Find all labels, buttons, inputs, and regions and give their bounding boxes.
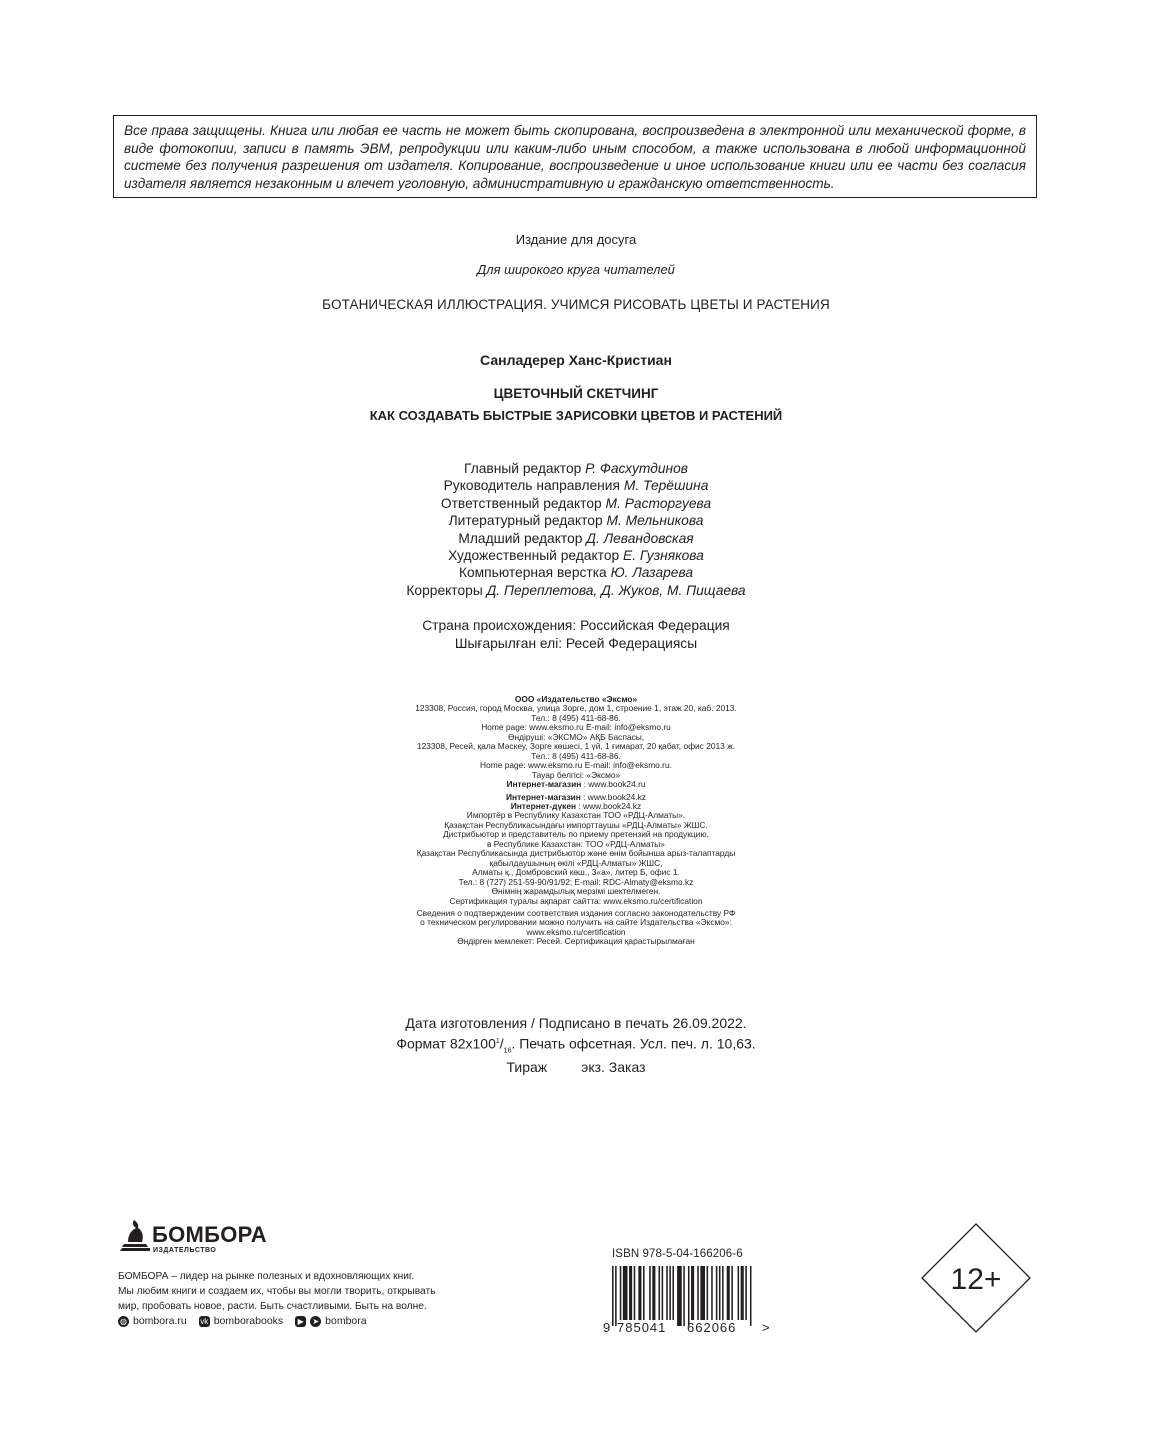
copyright-text: Все права защищены. Книга или любая ее часть не может быть скопирована, воспроизведена в электронной или механической форме, в виде фотокопии, записи в память ЭВМ, репродукции или каким-либо иным способом, а также использована в любой информационной системе без получения разрешения от издателя. Копирование, воспроизведение и иное использование книги или ее части без согласия издателя является незаконным и влечет уголовную, административную и гражданскую ответственность. [124,123,1026,191]
imprint-line: Тел.: 8 (495) 411-68-86. [531,712,621,723]
credit-line: Литературный редактор М. Мельникова [448,513,704,529]
book-subtitle: КАК СОЗДАВАТЬ БЫСТРЫЕ ЗАРИСОВКИ ЦВЕТОВ И РАСТЕНИЙ [369,408,783,423]
edition-type: Издание для досуга [515,232,637,247]
credits-list [0,460,1152,599]
publisher-name: ООО «Издательство «Эксмо» [514,694,638,704]
online-shop-kz: Интернет-магазин : www.book24.kz [506,791,646,802]
isbn: ISBN 978-5-04-166206-6 [612,1248,743,1260]
publisher-about [118,1269,488,1314]
author: Санладерер Ханс-Кристиан [480,352,672,368]
social-links [118,1315,367,1327]
origin-kz: Шығарылған елі: Ресей Федерациясы [454,636,698,651]
imprint-line: Home page: www.eksmo.ru E-mail: info@eksmo.ru [481,722,671,733]
globe-icon: ◍ [118,1316,129,1327]
country-of-origin [0,617,1152,653]
imprint-line: Тел.: 8 (727) 251-59-90/91/92; E-mail: RDC-Almaty@eksmo.kz [458,876,694,887]
barcode-right-digits: 662066 [687,1320,737,1335]
imprint-line: Сведения о подтверждении соответствия издания согласно законодательству РФ [416,907,736,918]
barcode-left-digits: 785041 [617,1320,667,1335]
imprint-line: Home page: www.eksmo.ru E-mail: info@eksmo.ru. [480,760,672,771]
credit-line: Главный редактор Р. Фасхутдинов [464,461,688,476]
print-format: Формат $82х100^1/_{16}$. Печать офсетная. Усл. печ. л. 10,63. [396,1035,756,1054]
book-title: ЦВЕТОЧНЫЙ СКЕТЧИНГ [493,386,659,401]
imprint-line: Тауар белгісі: «Эксмо» [531,769,621,780]
imprint-line: Өндіруші: «ЭКСМО» АҚБ Баспасы, [507,731,645,742]
social-site[interactable]: ◍ bombora.ru [120,1315,187,1327]
imprint-line: Өнімнің жарамдылық мерзімі шектелмеген. [491,886,661,897]
credit-line: Художественный редактор Е. Гузнякова [448,548,704,564]
publisher-imprint [0,695,1152,947]
series-title: БОТАНИЧЕСКАЯ ИЛЛЮСТРАЦИЯ. УЧИМСЯ РИСОВАТЬ ЦВЕТЫ И РАСТЕНИЯ [322,297,830,312]
about-line: мир, пробовать новое, расти. Быть счастливыми. Быть на волне. [118,1301,427,1312]
about-line: Мы любим книги и создаем их, чтобы вы могли творить, открывать [118,1286,436,1297]
online-shop-kz-kaz: Интернет-дүкен : www.book24.kz [510,800,642,811]
credit-line: Младший редактор Д. Левандовская [458,530,694,546]
print-run: Тираж экз. Заказ [506,1059,646,1076]
youtube-icon: ▶ [295,1316,306,1327]
imprint-line: в Республике Казахстан: ТОО «РДЦ-Алматы» [487,838,665,849]
barcode-bars [612,1266,752,1326]
audience: Для широкого круга читателей [477,262,675,277]
print-details [0,1015,1152,1077]
imprint-line: Тел.: 8 (495) 411-68-86. [531,750,621,761]
credit-line: Руководитель направления М. Терёшина [443,478,709,494]
imprint-line: www.eksmo.ru/certification [526,926,626,937]
print-date: Дата изготовления / Подписано в печать 26.09.2022. [405,1015,747,1031]
social-telegram[interactable]: ▶ ➤ bombora [295,1315,366,1327]
vk-icon: vk [200,1316,209,1326]
telegram-icon: ➤ [310,1316,321,1327]
imprint-line: Дистрибьютор и представитель по приему претензий на продукцию, [443,829,709,840]
copyright-notice [113,115,1037,198]
barcode-first-digit: 9 [603,1320,611,1335]
barcode [602,1262,777,1336]
logo-subtitle: ИЗДАТЕЛЬСТВО [153,1247,217,1254]
imprint-line: о техническом регулировании можно получить на сайте Издательства «Эксмо»: [420,917,732,928]
about-line: БОМБОРА – лидер на рынке полезных и вдохновляющих книг. [118,1271,415,1282]
age-rating-text: 12+ [950,1263,1002,1296]
imprint-line: 123308, Россия, город Москва, улица Зорге, дом 1, строение 1, этаж 20, каб. 2013. [415,703,737,714]
origin-ru: Страна происхождения: Российская Федерация [422,618,730,633]
imprint-line: Қазақстан Республикасындағы импорттаушы «РДЦ-Алматы» ЖШС. [444,819,708,830]
imprint-line: Сертификация туралы ақпарат сайтта: www.eksmo.ru/certification [449,895,703,906]
barcode-arrow: > [762,1320,770,1335]
imprint-line: 123308, Ресей, қала Мәскеу, Зорге көшесі, 1 үй, 1 ғимарат, 20 қабат, офис 2013 ж. [416,741,736,752]
logo-wordmark: БОМБОРА [152,1222,267,1247]
online-shop-ru: Интернет-магазин : www.book24.ru [506,779,646,790]
imprint-line: Өндірген мемлекет: Ресей. Сертификация қарастырылмаған [457,936,695,947]
credit-line: Компьютерная верстка Ю. Лазарева [458,565,694,581]
imprint-line: Импортёр в Республику Казахстан ТОО «РДЦ-Алматы». [466,810,686,821]
social-vk[interactable]: vk bomborabooks [200,1315,284,1327]
imprint-line: Алматы қ., Домбровский көш., 3«а», литер Б, офис 1. [472,867,680,878]
imprint-line: қабылдаушының өкілі «РДЦ-Алматы» ЖШС, [489,857,663,868]
imprint-line: Қазақстан Республикасында дистрибьютор және өнім бойынша арыз-талаптарды [416,848,736,859]
credit-line: Корректоры Д. Переплетова, Д. Жуков, М. Пищаева [406,582,746,598]
age-rating-badge [920,1222,1032,1334]
credit-line: Ответственный редактор М. Расторгуева [440,495,712,511]
bombora-logo-icon [116,1218,154,1254]
